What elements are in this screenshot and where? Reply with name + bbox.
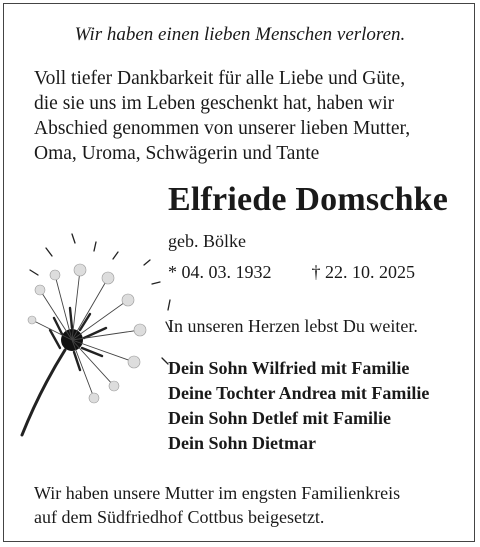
paragraph-line: die sie uns im Leben geschenkt hat, haben wir [34, 93, 395, 114]
burial-line: auf dem Südfriedhof Cottbus beigesetzt. [34, 507, 325, 527]
birth-date: * 04. 03. 1932 [168, 262, 272, 282]
dandelion-icon [10, 230, 190, 440]
motto: In unseren Herzen lebst Du weiter. [168, 316, 418, 336]
mourner: Dein Sohn Detlef mit Familie [168, 408, 391, 428]
mourner: Deine Tochter Andrea mit Familie [168, 383, 430, 403]
birth-name: geb. Bölke [168, 231, 246, 251]
intro-line: Wir haben einen lieben Menschen verloren. [74, 24, 406, 45]
gratitude-paragraph [34, 66, 410, 166]
mourner: Dein Sohn Wilfried mit Familie [168, 358, 410, 378]
mourners-list [168, 356, 429, 456]
paragraph-line: Abschied genommen von unserer lieben Mutter, [34, 118, 411, 139]
deceased-name: Elfriede Domschke [168, 181, 449, 218]
mourner: Dein Sohn Dietmar [168, 433, 316, 453]
paragraph-line: Voll tiefer Dankbarkeit für alle Liebe und Güte, [34, 68, 406, 89]
life-dates [168, 262, 415, 283]
paragraph-line: Oma, Uroma, Schwägerin und Tante [34, 143, 320, 164]
burial-line: Wir haben unsere Mutter im engsten Familienkreis [34, 483, 401, 503]
burial-note [34, 481, 400, 529]
death-date: † 22. 10. 2025 [311, 262, 415, 282]
